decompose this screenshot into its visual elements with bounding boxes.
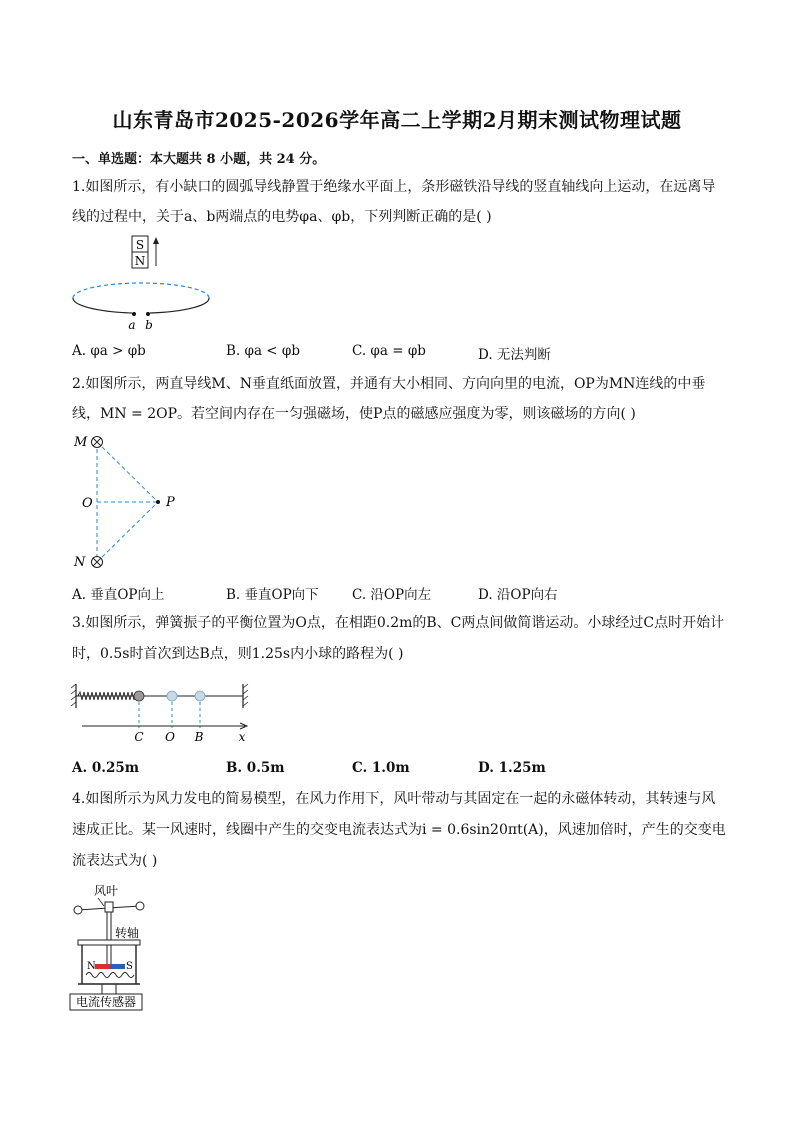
q3-option-a: A. 0.25m (72, 760, 140, 776)
fengye-pointer (98, 898, 104, 906)
label-a: a (128, 318, 136, 332)
q1-option-d: D. 无法判断 (478, 347, 551, 363)
q1-option-c: C. φa = φb (352, 343, 426, 359)
q1-option-a: A. φa > φb (72, 343, 146, 359)
q4-stem-line3: 流表达式为( ) (72, 853, 158, 869)
q2-option-b: B. 垂直OP向下 (226, 587, 319, 603)
blade-cup-right (136, 902, 144, 910)
q3-stem-line2: 时，0.5s时首次到达B点，则1.25s内小球的路程为( ) (72, 646, 404, 662)
label-o: O (165, 730, 175, 744)
q3-option-d: D. 1.25m (478, 760, 546, 776)
magnet-s-label: S (135, 238, 145, 252)
label-fengye: 风叶 (94, 884, 119, 898)
arc-wire-back (73, 283, 209, 298)
left-wall-hatch (71, 684, 76, 706)
coil (86, 973, 134, 978)
label-b: B (194, 730, 204, 744)
magnet-n-half (95, 964, 110, 969)
q1-stem-line2: 线的过程中，关于a、b两端点的电势φa、φb，下列判断正确的是( ) (72, 209, 492, 225)
right-wall-hatch (243, 684, 248, 706)
arrowhead-icon (153, 237, 159, 244)
section-heading: 一、单选题：本大题共 8 小题，共 24 分。 (72, 152, 326, 167)
label-sensor: 电流传感器 (75, 995, 137, 1009)
label-n: N (74, 555, 86, 570)
current-into-page-icon (92, 437, 103, 448)
ball-at-b (195, 691, 205, 701)
q4-stem-line1: 4.如图所示为风力发电的简易模型，在风力作用下，风叶带动与其固定在一起的永磁体转动，其转速与风 (72, 791, 716, 807)
magnet-n-label: N (134, 254, 146, 268)
q4-stem-line2: 速成正比。某一风速时，线圈中产生的交变电流表达式为i = 0.6sin20πt(A)，风速加倍时，产生的交变电 (72, 822, 726, 838)
current-into-page-icon (92, 557, 103, 568)
blade-cup-left (74, 906, 82, 914)
label-c: C (134, 730, 144, 744)
label-p: P (166, 495, 175, 510)
point-a (132, 312, 136, 316)
point-p (156, 500, 160, 504)
ball-at-c (134, 691, 144, 701)
q1-stem-line1: 1.如图所示，有小缺口的圆弧导线静置于绝缘水平面上，条形磁铁沿导线的竖直轴线向上运动，在远离导 (72, 179, 716, 195)
arc-wire-front-left (73, 298, 132, 313)
q3-stem-line1: 3.如图所示，弹簧振子的平衡位置为O点，在相距0.2m的B、C两点间做简谐运动。小球经过C点时开始计 (72, 615, 725, 631)
label-zhuanzhou: 转轴 (115, 926, 140, 940)
ball-at-o (167, 691, 177, 701)
q3-figure (70, 678, 260, 748)
mp-line (97, 442, 158, 502)
q2-stem-line1: 2.如图所示，两直导线M、N垂直纸面放置，并通有大小相同、方向向里的电流，OP为MN连线的中垂 (72, 376, 706, 392)
q1-option-b: B. φa < φb (226, 343, 300, 359)
q2-option-c: C. 沿OP向左 (352, 587, 432, 603)
q2-figure (70, 432, 200, 572)
magnet-s-half (110, 964, 125, 969)
label-o: O (82, 496, 93, 511)
page-title: 山东青岛市2025-2026学年高二上学期2月期末测试物理试题 (112, 108, 682, 132)
q2-stem-line2: 线，MN = 2OP。若空间内存在一匀强磁场，使P点的磁感应强度为零，则该磁场的方向( ) (72, 406, 636, 422)
np-line (97, 502, 158, 562)
q3-option-c: C. 1.0m (352, 760, 410, 776)
q4-figure (68, 878, 218, 1013)
label-x: x (238, 730, 246, 744)
label-m: M (74, 435, 88, 450)
arc-wire-front-right (150, 298, 209, 313)
q2-option-d: D. 沿OP向右 (478, 587, 558, 603)
q3-option-b: B. 0.5m (226, 760, 285, 776)
hub (105, 902, 113, 912)
label-b: b (145, 318, 153, 332)
q2-option-a: A. 垂直OP向上 (72, 587, 165, 603)
label-magnet-s: S (126, 961, 133, 972)
q1-figure (68, 232, 218, 332)
label-magnet-n: N (87, 961, 96, 972)
top-plate (78, 940, 140, 945)
point-b (146, 312, 150, 316)
